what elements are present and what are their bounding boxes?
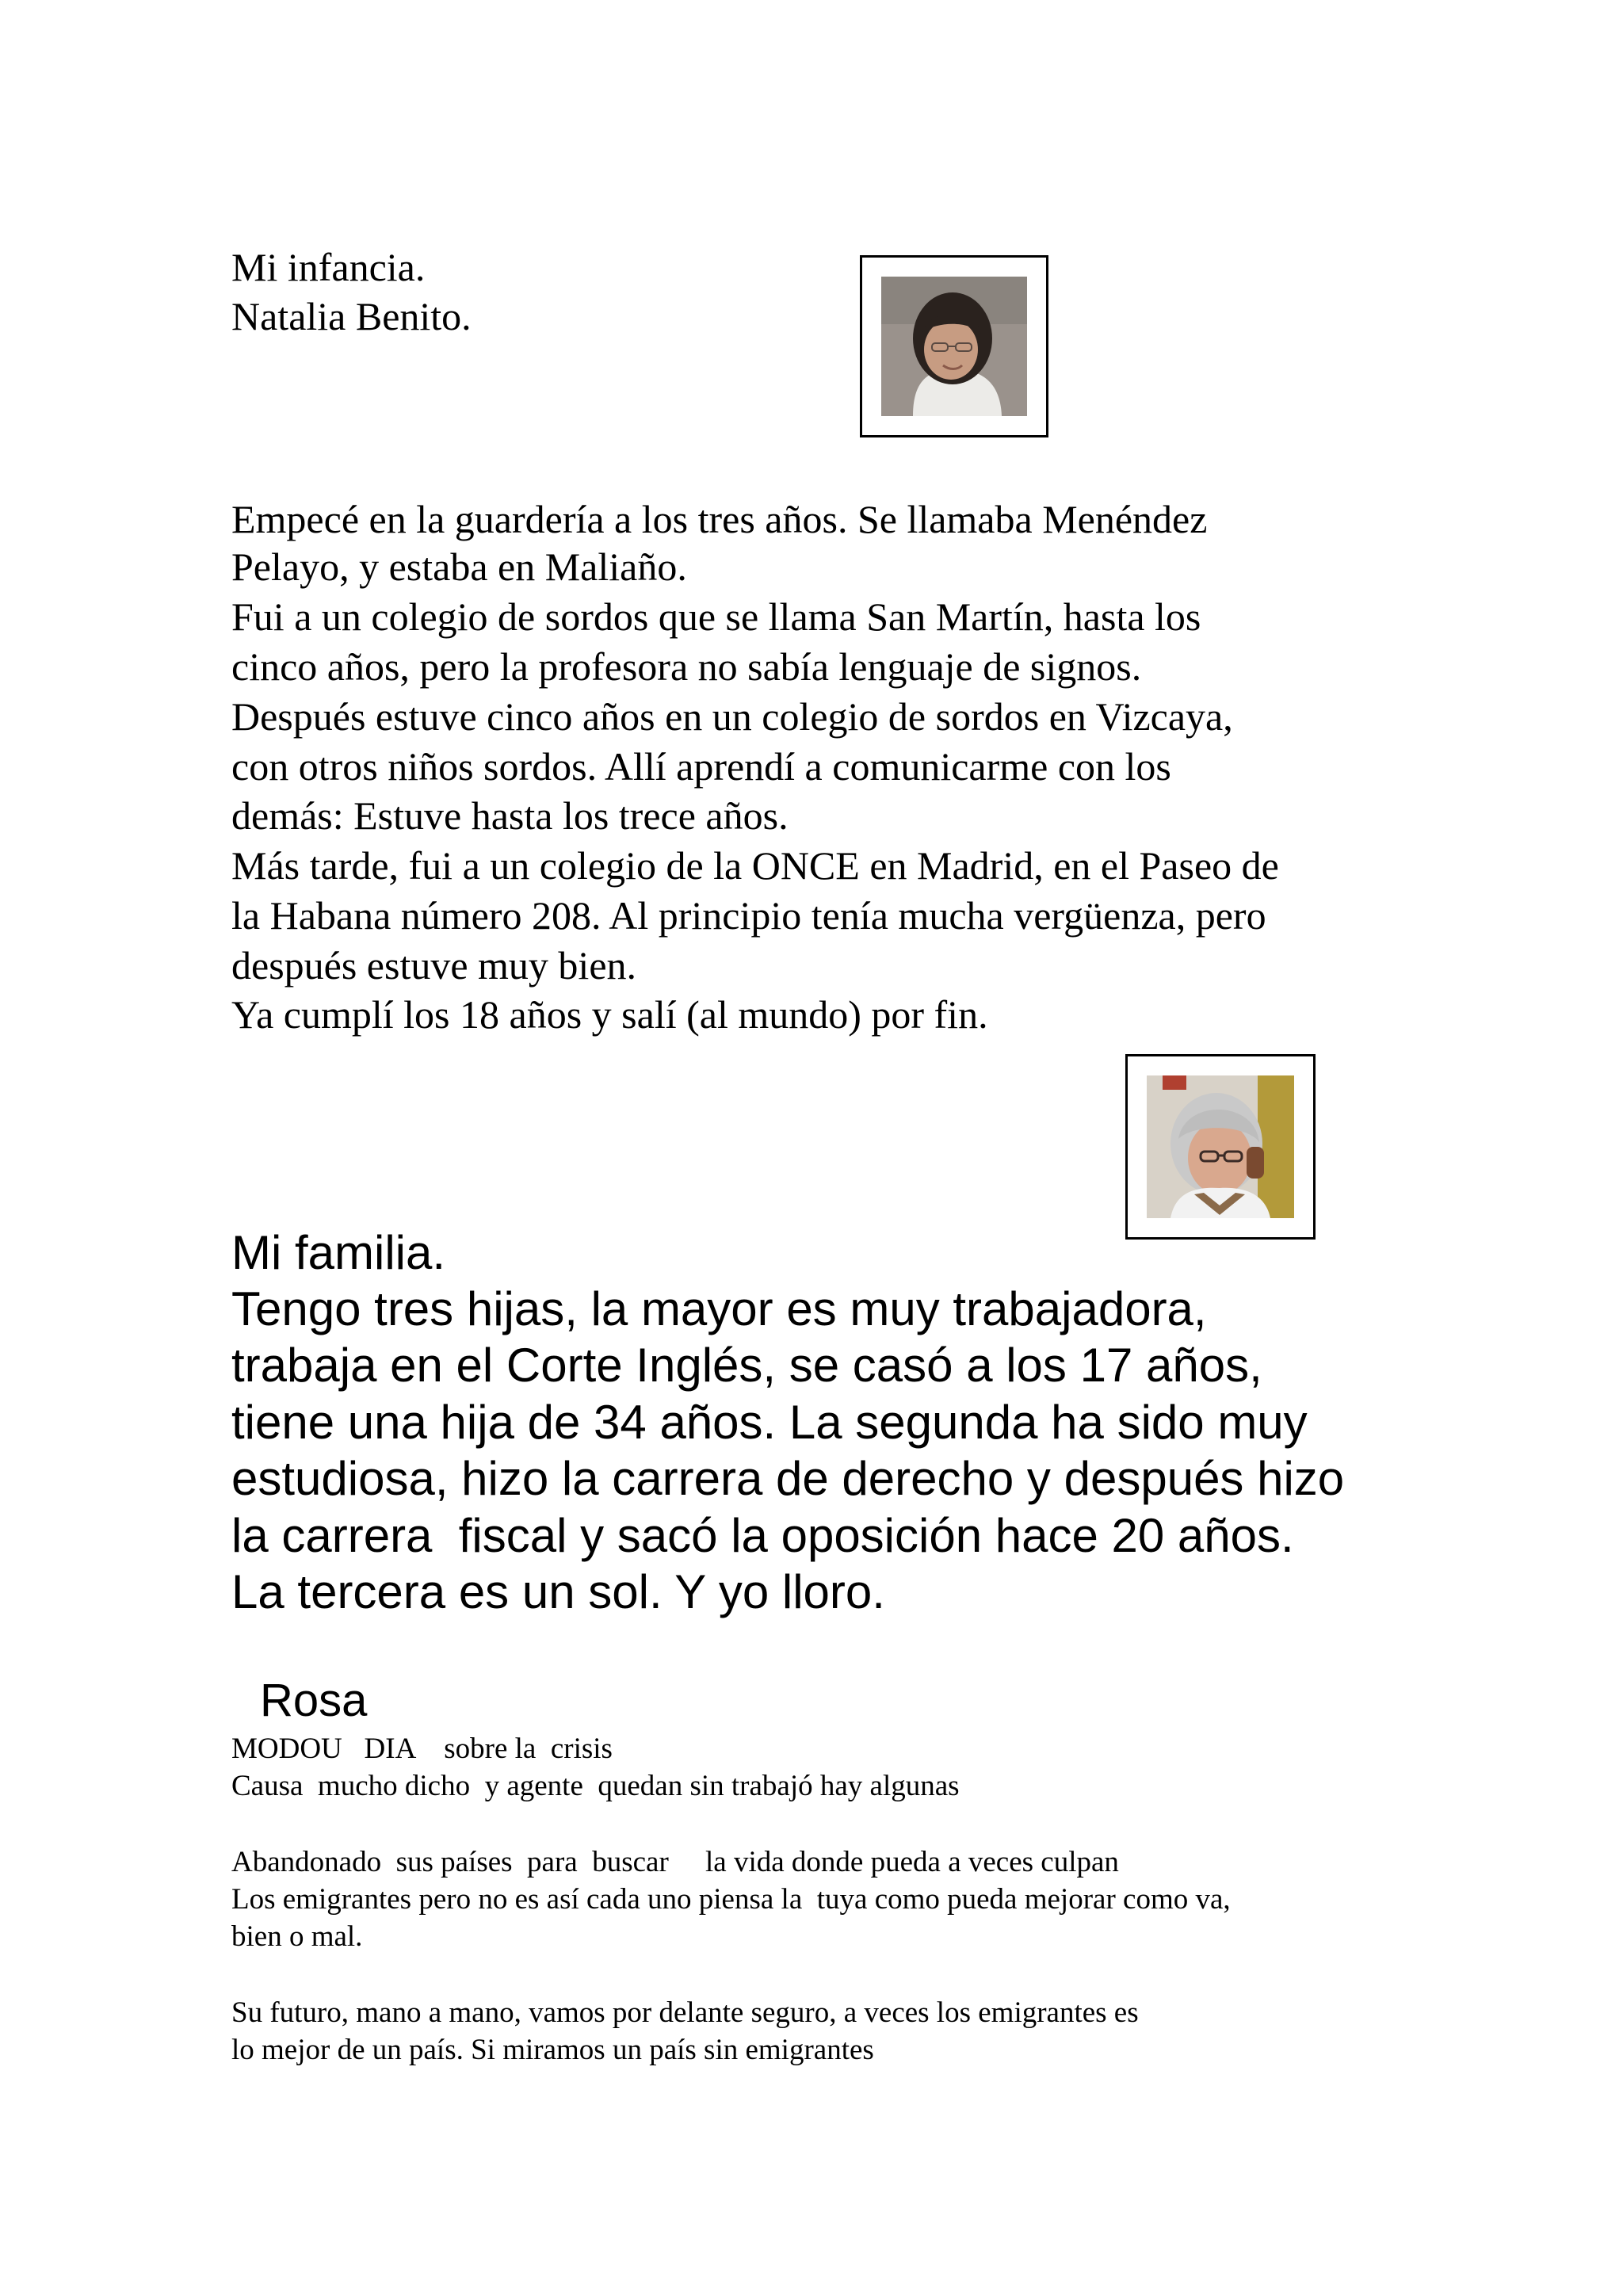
paragraph-line: bien o mal. [231, 1920, 363, 1953]
paragraph-line: Ya cumplí los 18 años y salí (al mundo) por fin. [231, 992, 988, 1037]
paragraph-line: tiene una hija de 34 años. La segunda ha sido muy [231, 1396, 1308, 1449]
paragraph-line: Pelayo, y estaba en Maliaño. [231, 544, 687, 589]
paragraph-line: cinco años, pero la profesora no sabía lenguaje de signos. [231, 644, 1142, 689]
paragraph-line: Causa mucho dicho y agente quedan sin trabajó hay algunas [231, 1770, 960, 1802]
paragraph-line: Empecé en la guardería a los tres años. Se llamaba Menéndez [231, 497, 1208, 541]
paragraph-line: lo mejor de un país. Si miramos un país sin emigrantes [231, 2034, 874, 2066]
paragraph-line: Fui a un colegio de sordos que se llama San Martín, hasta los [231, 594, 1201, 639]
author-name-natalia: Natalia Benito. [231, 294, 472, 338]
paragraph-line: demás: Estuve hasta los trece años. [231, 793, 789, 838]
paragraph-line: estudiosa, hizo la carrera de derecho y después hizo [231, 1452, 1345, 1505]
paragraph-line: después estuve muy bien. [231, 943, 637, 988]
paragraph-line: Tengo tres hijas, la mayor es muy trabajadora, [231, 1282, 1207, 1335]
section-title-infancia: Mi infancia. [231, 245, 426, 289]
paragraph-line: trabaja en el Corte Inglés, se casó a los 17 años, [231, 1339, 1262, 1392]
author-photo-rosa [1125, 1054, 1316, 1240]
paragraph-line: La tercera es un sol. Y yo lloro. [231, 1565, 885, 1618]
paragraph-line: la Habana número 208. Al principio tenía mucha vergüenza, pero [231, 893, 1266, 938]
paragraph-line: Los emigrantes pero no es así cada uno piensa la tuya como pueda mejorar como va, [231, 1883, 1231, 1916]
paragraph-line: la carrera fiscal y sacó la oposición hace 20 años. [231, 1509, 1294, 1562]
portrait-woman-dark-hair-icon [881, 277, 1027, 416]
author-photo-natalia [860, 255, 1048, 437]
paragraph-line: Más tarde, fui a un colegio de la ONCE en Madrid, en el Paseo de [231, 843, 1279, 888]
paragraph-line: Después estuve cinco años en un colegio de sordos en Vizcaya, [231, 694, 1233, 739]
portrait-woman-grey-hair-icon [1147, 1075, 1294, 1218]
section-title-familia: Mi familia. [231, 1226, 446, 1279]
paragraph-line: Su futuro, mano a mano, vamos por delante seguro, a veces los emigrantes es [231, 1996, 1139, 2029]
paragraph-line: con otros niños sordos. Allí aprendí a comunicarme con los [231, 744, 1171, 789]
section-heading-crisis: MODOU DIA sobre la crisis [231, 1733, 613, 1765]
paragraph-line: Abandonado sus países para buscar la vida donde pueda a veces culpan [231, 1846, 1119, 1878]
author-name-rosa: Rosa [260, 1675, 368, 1726]
